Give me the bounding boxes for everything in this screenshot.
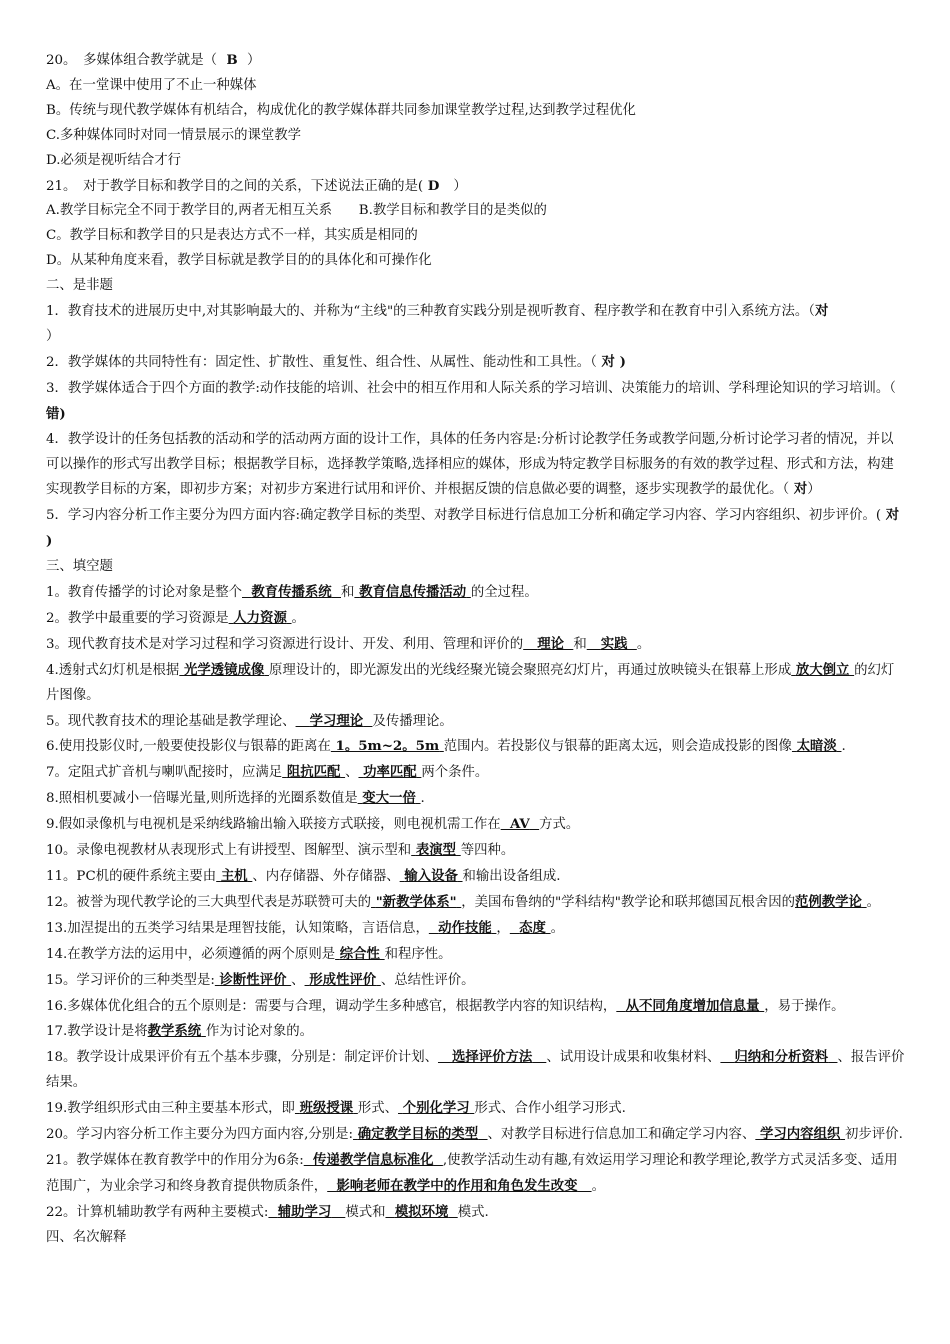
answer: 主机: [220, 868, 248, 884]
tf-item-2: [46, 350, 906, 376]
fill-item-14: [46, 942, 906, 968]
answer: 教学系统: [147, 1023, 202, 1040]
text: 7。定阻式扩音机与喇叭配接时，应满足: [46, 765, 283, 781]
answer: 态度: [519, 919, 546, 936]
tf-answer: 错: [46, 405, 60, 422]
text: 。: [866, 894, 880, 910]
fill-item-22: [46, 1200, 906, 1226]
option-d: D.必须是视听结合才行: [46, 152, 182, 168]
blank-answer: [720, 1049, 837, 1065]
text: 15。学习评价的三种类型是:: [46, 972, 215, 988]
text: ，: [496, 920, 510, 936]
text: 的幻灯片图像。: [46, 662, 895, 703]
fill-item-7: [46, 760, 906, 786]
blank-answer: [616, 998, 764, 1014]
bracket: ）: [46, 328, 60, 344]
text: 。: [550, 920, 564, 936]
text: 和程序性。: [384, 946, 452, 962]
text: 4.透射式幻灯机是根据: [46, 662, 180, 678]
section-title-definitions: 四、名次解释: [46, 1229, 127, 1245]
text: 18。教学设计成果评价有五个基本步骤，分别是：制定评价计划、: [46, 1050, 438, 1066]
option-a: A。在一堂课中使用了不止一种媒体: [46, 77, 257, 93]
answer: 教育传播系统: [251, 584, 332, 601]
answer: 范例教学论: [794, 893, 862, 910]
blank-answer: [429, 920, 497, 936]
text: 模式.: [457, 1204, 489, 1220]
fill-item-21: [46, 1148, 906, 1200]
text: 20。学习内容分析工作主要分为四方面内容,分别是:: [46, 1127, 354, 1143]
fill-item-1: [46, 580, 906, 606]
option-c: C。教学目标和教学目的只是表达方式不一样，其实质是相同的: [46, 228, 418, 244]
answer: 个别化学习: [402, 1100, 470, 1117]
option-b: B。传统与现代教学媒体有机结合，构成优化的教学媒体群共同参加课堂教学过程,达到教学过程优化: [46, 102, 636, 118]
answer: 学习理论: [309, 712, 364, 729]
blank-answer: [229, 610, 292, 626]
answer: 功率匹配: [363, 764, 417, 781]
fill-item-6: [46, 734, 906, 760]
blank-answer: [216, 868, 252, 884]
fill-item-18: [46, 1045, 906, 1096]
text: 形式、: [357, 1101, 399, 1117]
tf-answer: 对: [793, 481, 808, 498]
answer: 人力资源: [233, 609, 287, 626]
answer: 变大一倍: [362, 790, 416, 807]
question-21: [46, 174, 906, 200]
text: 13.加涅提出的五类学习结果是理智技能，认知策略，言语信息，: [46, 920, 429, 936]
answer: 教育信息传播活动: [359, 584, 467, 601]
answer-mark: D: [427, 177, 440, 194]
tf-text: 3．教学媒体适合于四个方面的教学:动作技能的培训、社会中的相互作用和人际关系的学习培训、决策能力的培训、学科理论知识的学习培训。（: [46, 380, 896, 396]
text: 5。现代教育技术的理论基础是教学理论、: [46, 713, 296, 729]
text: 、对教学目标进行信息加工和确定学习内容、: [487, 1127, 756, 1143]
bracket: ): [46, 533, 53, 550]
answer: 诊断性评价: [219, 971, 287, 988]
question-stem: 20。 多媒体组合教学就是（: [46, 53, 218, 68]
text: ，易于操作。: [764, 998, 845, 1014]
answer: 表演型: [415, 842, 457, 859]
tf-answer: 对: [814, 303, 829, 320]
answer: 光学透镜成像: [183, 661, 265, 678]
text: 、试用设计成果和收集材料、: [546, 1050, 721, 1066]
text: 模式和: [345, 1204, 386, 1220]
answer: 从不同角度增加信息量: [625, 997, 760, 1014]
blank-answer: [305, 972, 381, 988]
tf-item-1: [46, 299, 906, 350]
answer: 模拟环境: [394, 1203, 449, 1220]
text: 19.教学组织形式由三种主要基本形式，即: [46, 1101, 295, 1117]
text: 。: [636, 636, 651, 652]
blank-answer: [358, 790, 421, 806]
answer: 1。5m~2。5m: [335, 738, 440, 755]
blank-answer: [371, 894, 461, 910]
fill-item-19: [46, 1096, 906, 1122]
blank-answer: [501, 816, 539, 832]
fill-item-13: [46, 916, 906, 942]
tf-text: 1．教育技术的进展历史中,对其影响最大的、并称为“主线"的三种教育实践分别是视听教育、程序教学和在教育中引入系统方法。（: [46, 304, 815, 320]
tf-text: 2．教学媒体的共同特性有：固定性、扩散性、重复性、组合性、从属性、能动性和工具性。（: [46, 354, 597, 370]
answer: 输入设备: [404, 868, 458, 884]
text: 12。被誉为现代教学论的三大典型代表是苏联赞可夫的: [46, 894, 372, 910]
text: 8.照相机要减小一倍曝光量,则所选择的光圈系数值是: [46, 791, 358, 807]
answer: 传递教学信息标准化: [313, 1151, 434, 1168]
bracket: ): [619, 353, 626, 370]
option-c: C.多种媒体同时对同一情景展示的课堂教学: [46, 127, 302, 143]
text: 原理设计的，即光源发出的光线经聚光镜会聚照亮幻灯片，再通过放映镜头在银幕上形成: [268, 662, 792, 678]
fill-item-9: [46, 812, 906, 838]
text: 初步评价.: [845, 1127, 903, 1143]
blank-answer: [791, 662, 854, 678]
tf-answer: 对: [885, 507, 900, 524]
text: 21。教学媒体在教育教学中的作用分为6条:: [46, 1152, 304, 1168]
option-ab: A.教学目标完全不同于教学目的,两者无相互关系 B.教学目标和教学目的是类似的: [46, 203, 547, 219]
text: 和: [341, 585, 355, 601]
text: 22。计算机辅助教学有两种主要模式:: [46, 1204, 269, 1220]
answer: 实践: [600, 635, 628, 652]
fill-item-17: [46, 1019, 906, 1045]
text: 16.多媒体优化组合的五个原则是：需要与合理，调动学生多种感官，根据教学内容的知识结构，: [46, 998, 617, 1014]
blank-answer: [438, 1049, 546, 1065]
blank-answer: [792, 738, 842, 754]
blank-answer: [755, 1126, 845, 1142]
tf-item-4: [46, 428, 906, 504]
tf-item-5: [46, 503, 906, 555]
fill-item-4: [46, 658, 906, 709]
text: 、报告评价结果。: [46, 1050, 905, 1091]
tf-item-3: [46, 376, 906, 428]
text: 和输出设备组成.: [462, 869, 561, 884]
blank-answer: [179, 662, 269, 678]
blank-answer: [282, 764, 345, 780]
answer: 放大倒立: [795, 661, 850, 678]
text: 方式。: [539, 817, 580, 833]
text: 、内存储器、外存储器、: [252, 869, 400, 884]
question-20: [46, 48, 906, 74]
answer: 综合性: [339, 945, 380, 962]
answer: 归纳和分析资料: [734, 1049, 829, 1066]
blank-answer: [148, 1023, 206, 1039]
text: 。: [591, 1178, 605, 1194]
answer: 影响老师在教学中的作用和角色发生改变: [336, 1177, 578, 1194]
blank-answer: [296, 713, 373, 729]
text: 6.使用投影仪时,一般要使投影仪与银幕的距离在: [46, 739, 331, 755]
answer: 学习内容组织: [760, 1126, 841, 1143]
bracket: ): [59, 405, 66, 422]
text: 等四种。: [460, 843, 515, 859]
text: 的全过程。: [470, 585, 538, 601]
tf-answer: 对: [601, 353, 615, 370]
blank-answer: [411, 842, 461, 858]
blank-answer: [295, 1100, 358, 1116]
text: 9.假如录像机与电视机是采纳线路输出输入联接方式联接，则电视机需工作在: [46, 817, 501, 833]
fill-item-2: [46, 606, 906, 632]
fill-item-20: [46, 1122, 906, 1148]
text: 1。教育传播学的讨论对象是整个: [46, 585, 242, 601]
answer: 太暗淡: [796, 738, 837, 755]
text: .: [841, 739, 846, 755]
bracket: ）: [807, 482, 821, 498]
text: 14.在教学方法的运用中，必须遵循的两个原则是: [46, 946, 336, 962]
answer: 阻抗匹配: [286, 764, 341, 781]
fill-item-16: [46, 994, 906, 1020]
blank-answer: [268, 1204, 345, 1220]
text: 2。教学中最重要的学习资源是: [46, 610, 229, 626]
text: 两个条件。: [421, 765, 489, 781]
blank-answer: [795, 894, 867, 910]
text: 、: [291, 972, 305, 988]
fill-item-3: [46, 632, 906, 658]
answer: 选择评价方法: [451, 1049, 533, 1066]
text: 11。PC机的硬件系统主要由: [46, 869, 217, 884]
blank-answer: [523, 636, 573, 652]
blank-answer: [354, 584, 470, 600]
answer: 动作技能: [438, 919, 492, 936]
blank-answer: [358, 764, 421, 780]
text: 3。现代教育技术是对学习过程和学习资源进行设计、开发、利用、管理和评价的: [46, 636, 524, 652]
text: 作为讨论对象的。: [205, 1024, 313, 1040]
answer-mark: B: [226, 52, 238, 68]
text: 和: [573, 636, 587, 652]
text: 及传播理论。: [372, 713, 453, 729]
text: 10。录像电视教材从表现形式上有讲授型、图解型、演示型和: [46, 843, 412, 859]
tf-text: 4．教学设计的任务包括教的活动和学的活动两方面的设计工作，具体的任务内容是:分析讨论教学任务或教学问题,分析讨论学习者的情况，并以可以操作的形式写出教学目标；根据教学目标，选择教学策略,选择相应的媒体，形成为特定教学目标服务的有效的教学过程、形式和方法，构建实现教学目标的方案，即初步方案；对初步方案进行试用和评价、并根据反馈的信息做必要的调整，逐步实现教学的最优化。（: [46, 431, 894, 498]
answer: "新教学体系": [375, 893, 457, 910]
blank-answer: [331, 738, 444, 754]
fill-item-5: [46, 709, 906, 735]
blank-answer: [398, 1100, 474, 1116]
answer: AV: [510, 816, 530, 833]
answer: 形成性评价: [309, 971, 377, 988]
text: 。: [291, 610, 305, 626]
text: 范围内。若投影仪与银幕的距离太远，则会造成投影的图像: [443, 739, 792, 755]
blank-answer: [335, 946, 385, 962]
answer: 理论: [537, 635, 564, 652]
fill-item-11: [46, 864, 906, 890]
tf-text: 5．学习内容分析工作主要分为四方面内容:确定教学目标的类型、对教学目标进行信息加工分析和确定学习内容、学习内容组织、初步评价。(: [46, 508, 882, 524]
blank-answer: [353, 1126, 488, 1142]
answer: 确定教学目标的类型: [357, 1126, 479, 1143]
blank-answer: [304, 1152, 443, 1168]
text: 形式、合作小组学习形式.: [474, 1101, 626, 1117]
section-title-true-false: 二、是非题: [46, 278, 113, 294]
text: 、总结性评价。: [380, 972, 475, 988]
option-d: D。从某种角度来看，教学目标就是教学目的的具体化和可操作化: [46, 253, 432, 269]
blank-answer: [327, 1178, 591, 1194]
question-stem: 21。 对于教学目标和教学目的之间的关系，下述说法正确的是(: [46, 178, 424, 194]
fill-item-12: [46, 890, 906, 916]
text: 、: [345, 765, 359, 781]
blank-answer: [400, 868, 463, 884]
fill-item-10: [46, 838, 906, 864]
blank-answer: [587, 636, 637, 652]
blank-answer: [385, 1204, 457, 1220]
fill-item-8: [46, 786, 906, 812]
text: .: [420, 791, 425, 807]
text: 17.教学设计是将: [46, 1024, 148, 1040]
blank-answer: [215, 972, 291, 988]
blank-answer: [242, 584, 341, 600]
answer: 辅助学习: [277, 1203, 332, 1220]
section-title-fill-blank: 三、填空题: [46, 559, 113, 575]
fill-item-15: [46, 968, 906, 994]
text: ，美国布鲁纳的"学科结构"教学论和联邦德国瓦根舍因的: [461, 894, 795, 910]
answer: 班级授课: [299, 1100, 354, 1117]
blank-answer: [510, 920, 551, 936]
bracket: ）: [247, 53, 261, 68]
text: ,使教学活动生动有趣,有效运用学习理论和教学理论,教学方式灵活多变、适用范围广，为业余学习和终身教育提供物质条件，: [46, 1152, 898, 1194]
bracket: ）: [453, 178, 467, 194]
